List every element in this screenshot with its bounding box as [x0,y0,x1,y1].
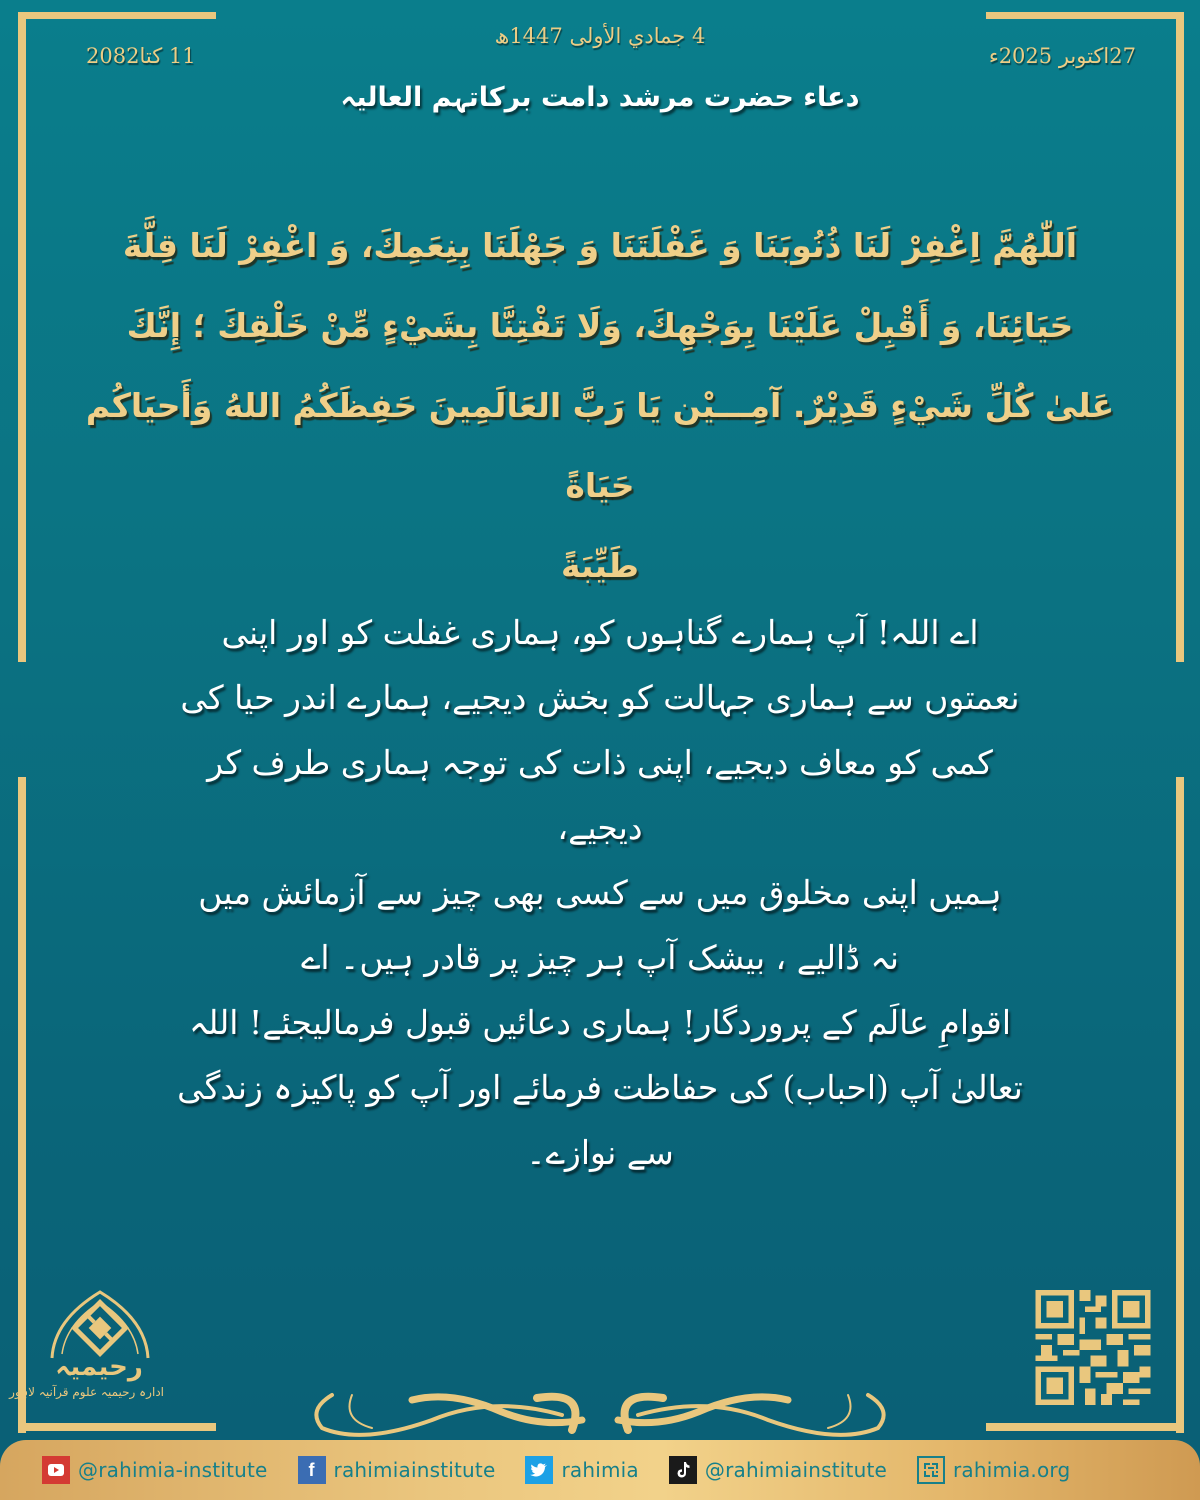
urdu-line: تعالیٰ آپ (احباب) کی حفاظت فرمائے اور آپ کو پاکیزہ زندگی [177,1068,1023,1107]
frame-top-left-horizontal [18,12,216,19]
arabic-line: طَيِّبَةً [560,546,640,585]
youtube-link[interactable] [42,1456,268,1484]
arabic-dua [72,206,1128,606]
frame-top-right-horizontal [986,12,1184,19]
arabic-line: عَلىٰ كُلِّ شَيْءٍ قَدِيْرٌ. آمِـــيْن يَا رَبَّ العَالَمِينَ حَفِظَكُمُ اللهُ وَأَحيَاكُم حَيَاةً [85,386,1115,505]
website-link[interactable] [917,1456,1070,1484]
frame-bottom-right-horizontal [986,1423,1184,1431]
twitter-link[interactable] [525,1456,638,1484]
website-icon [917,1456,945,1484]
nepali-date: 11 کتا2082 [86,44,196,68]
urdu-line: اقوامِ عالَم کے پروردگار! ہماری دعائیں قبول فرمالیجئے! اللہ [188,1003,1011,1042]
ornamental-flourish-icon [302,1370,898,1440]
tiktok-icon [669,1456,697,1484]
facebook-link[interactable] [298,1456,496,1484]
logo-caption: ادارہ رحیمیہ علوم قرآنیہ لاہور [9,1385,164,1399]
tiktok-link[interactable] [669,1456,887,1484]
youtube-icon [42,1456,70,1484]
social-footer [0,1440,1200,1500]
urdu-line: سے نوازے۔ [526,1133,674,1172]
logo-name: رحیمیہ [55,1352,143,1382]
facebook-handle: rahimiainstitute [333,1458,496,1482]
urdu-line: ہمیں اپنی مخلوق میں سے کسی بھی چیز سے آزمائش میں [198,873,1002,912]
qr-code-icon[interactable] [1034,1290,1152,1405]
arabic-line: حَيَائِنَا، وَ أَقْبِلْ عَلَيْنَا بِوَجْهِكَ، وَلَا تَفْتِنَّا بِشَيْءٍ مِّنْ خَلْقِكَ ؛ إِنَّكَ [126,306,1074,345]
twitter-handle: rahimia [561,1458,639,1482]
urdu-line: اے اللہ! آپ ہمارے گناہوں کو، ہماری غفلت کو اور اپنی [221,613,979,652]
urdu-line: نعمتوں سے ہماری جہالت کو بخش دیجیے، ہمارے اندر حیا کی [180,678,1020,717]
arabic-line: اَللّٰهُمَّ اِغْفِرْ لَنَا ذُنُوبَنَا وَ غَفْلَتَنَا وَ جَهْلَنَا بِنِعَمِكَ، وَ اغْفِرْ لَنَا قِلَّةَ [122,226,1078,265]
urdu-line: کمی کو معاف دیجیے، اپنی ذات کی توجہ ہماری طرف کر دیجیے، [207,743,993,847]
twitter-icon [525,1456,553,1484]
facebook-icon: f [298,1456,326,1484]
website-url: rahimia.org [953,1458,1071,1482]
urdu-translation [160,600,1040,1185]
hijri-date: 4 جمادي الأولى 1447ھ [494,24,706,48]
gregorian-date: 27اکتوبر 2025ء [988,44,1136,68]
urdu-line: نہ ڈالیے ، بیشک آپ ہر چیز پر قادر ہیں۔ اے [301,938,899,977]
page-title: دعاء حضرت مرشد دامت برکاتہم العالیہ [340,82,860,113]
frame-left-lower-vertical [18,777,26,1433]
youtube-handle: @rahimia-institute [78,1458,268,1482]
frame-right-lower-vertical [1176,777,1184,1433]
tiktok-handle: @rahimiainstitute [704,1458,887,1482]
